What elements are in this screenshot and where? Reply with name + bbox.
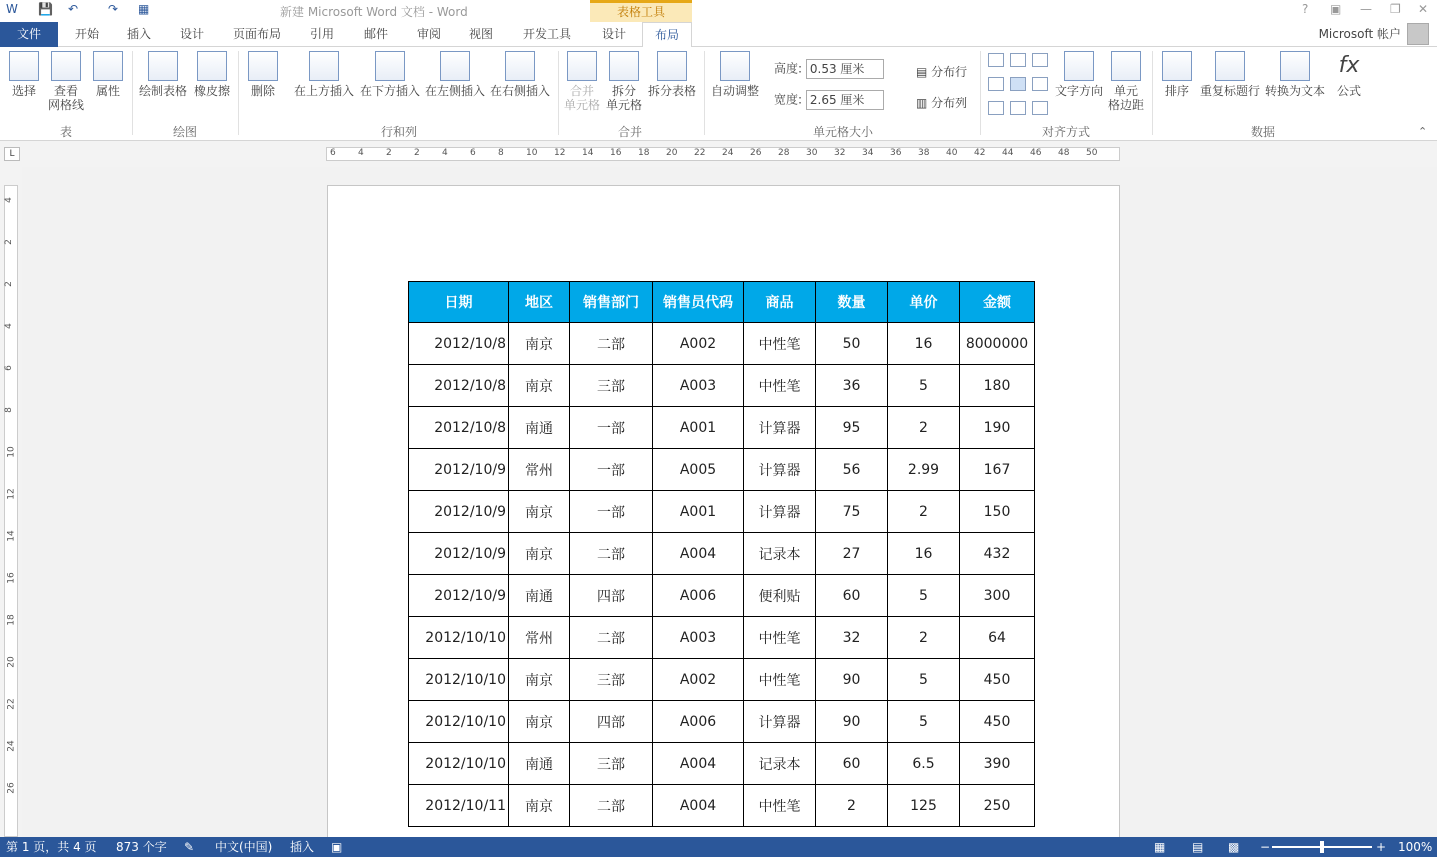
table-cell[interactable]: 四部: [570, 701, 653, 743]
table-body: [409, 323, 1035, 827]
split-table-icon: [657, 51, 687, 81]
table-cell[interactable]: 南京: [509, 491, 570, 533]
table-cell[interactable]: A001: [653, 491, 744, 533]
view-gridlines-button[interactable]: 查看 网格线: [44, 51, 88, 112]
zoom-in-icon[interactable]: +: [1376, 840, 1387, 854]
table-cell[interactable]: 一部: [570, 491, 653, 533]
table-cell[interactable]: 南通: [509, 743, 570, 785]
redo-icon[interactable]: ↷: [108, 2, 119, 16]
proofing-icon[interactable]: ✎: [184, 840, 195, 854]
table-cell[interactable]: 南京: [509, 701, 570, 743]
table-row: [409, 617, 1035, 659]
table-cell[interactable]: 二部: [570, 323, 653, 365]
table-header-cell[interactable]: 金额: [960, 282, 1035, 323]
ruler-number: 36: [890, 148, 902, 158]
height-row: [774, 59, 884, 79]
table-row: [409, 449, 1035, 491]
table-cell[interactable]: 2012/10/10: [409, 617, 509, 659]
table-cell[interactable]: 95: [816, 407, 888, 449]
table-cell[interactable]: 一部: [570, 407, 653, 449]
table-cell[interactable]: 南京: [509, 659, 570, 701]
group-label-data: 数据: [1250, 125, 1275, 139]
document-page[interactable]: [327, 185, 1120, 837]
table-header-cell[interactable]: 销售部门: [570, 282, 653, 323]
group-label-alignment: 对齐方式: [1041, 125, 1090, 139]
tab-developer[interactable]: 开发工具: [522, 27, 571, 41]
separator: [704, 51, 705, 135]
table-cell[interactable]: 便利贴: [744, 575, 816, 617]
table-header-cell[interactable]: 单价: [888, 282, 960, 323]
insert-left-button[interactable]: 在左侧插入: [424, 51, 486, 98]
table-cell[interactable]: 2.99: [888, 449, 960, 491]
ruler-number: 2: [3, 281, 14, 287]
repeat-header-rows-button[interactable]: 重复标题行: [1198, 51, 1262, 98]
separator: [558, 51, 559, 135]
tab-page-layout[interactable]: 页面布局: [232, 27, 281, 41]
width-input[interactable]: 2.65 厘米: [806, 90, 884, 110]
table-cell[interactable]: 56: [816, 449, 888, 491]
insert-above-button[interactable]: 在上方插入: [292, 51, 356, 98]
table-cell[interactable]: 2012/10/10: [409, 701, 509, 743]
table-cell[interactable]: 中性笔: [744, 659, 816, 701]
zoom-out-icon[interactable]: −: [1260, 840, 1271, 854]
status-bar: [0, 837, 1437, 857]
page-count[interactable]: 第 1 页，共 4 页: [6, 840, 97, 854]
width-row: [774, 90, 884, 110]
window-title: 新建 Microsoft Word 文档 - Word: [280, 5, 468, 19]
distribute-columns-button[interactable]: ▥ 分布列: [916, 96, 968, 110]
ruler-number: 34: [862, 148, 874, 158]
autofit-icon: [720, 51, 750, 81]
align-middle-right-icon[interactable]: [1032, 77, 1048, 91]
table-cell[interactable]: A006: [653, 575, 744, 617]
delete-table-icon: [248, 51, 278, 81]
table-row: [409, 407, 1035, 449]
ruler-number: 32: [834, 148, 846, 158]
table-cell[interactable]: 32: [816, 617, 888, 659]
ruler-number: 42: [974, 148, 986, 158]
table-cell[interactable]: 2012/10/10: [409, 743, 509, 785]
merge-cells-icon: [567, 51, 597, 81]
tab-view[interactable]: 视图: [468, 27, 493, 41]
text-direction-button[interactable]: 文字方向: [1054, 51, 1104, 98]
table-cell[interactable]: 36: [816, 365, 888, 407]
table-cell[interactable]: 5: [888, 701, 960, 743]
distribute-columns-icon: ▥: [916, 96, 932, 110]
ruler-number: 24: [6, 740, 17, 752]
gridlines-icon: [51, 51, 81, 81]
table-header-cell[interactable]: 商品: [744, 282, 816, 323]
select-button[interactable]: 选择: [6, 51, 42, 98]
table-cell[interactable]: 60: [816, 575, 888, 617]
title-bar: [0, 0, 1437, 22]
table-cell[interactable]: 二部: [570, 617, 653, 659]
tab-insert[interactable]: 插入: [126, 27, 151, 41]
delete-button[interactable]: 删除: [244, 51, 282, 98]
print-layout-icon[interactable]: ▤: [1192, 840, 1204, 854]
table-cell[interactable]: 64: [960, 617, 1035, 659]
language[interactable]: 中文(中国): [215, 840, 273, 854]
table-cell[interactable]: 中性笔: [744, 785, 816, 827]
tab-design[interactable]: 设计: [179, 27, 204, 41]
ruler-number: 4: [3, 197, 14, 203]
table-cell[interactable]: A002: [653, 323, 744, 365]
collapse-ribbon-icon[interactable]: ⌃: [1418, 125, 1428, 138]
table-header-cell[interactable]: 数量: [816, 282, 888, 323]
ruler-number: 6: [330, 148, 336, 158]
table-header-cell[interactable]: 销售员代码: [653, 282, 744, 323]
properties-icon: [93, 51, 123, 81]
separator: [132, 51, 133, 135]
table-cell[interactable]: 三部: [570, 365, 653, 407]
table-row: [409, 491, 1035, 533]
table-cell[interactable]: 16: [888, 323, 960, 365]
ruler-number: 12: [554, 148, 566, 158]
sales-table[interactable]: [408, 281, 1035, 827]
ruler-number: 10: [526, 148, 538, 158]
table-header-cell[interactable]: 日期: [409, 282, 509, 323]
table-cell[interactable]: 计算器: [744, 407, 816, 449]
insert-below-icon: [375, 51, 405, 81]
table-cell[interactable]: 二部: [570, 785, 653, 827]
table-cell[interactable]: 2: [888, 491, 960, 533]
table-header-cell[interactable]: 地区: [509, 282, 570, 323]
word-logo-icon: W: [6, 2, 18, 16]
table-cell[interactable]: 南京: [509, 323, 570, 365]
width-label: 宽度:: [774, 92, 803, 107]
table-cell[interactable]: 计算器: [744, 449, 816, 491]
table-cell[interactable]: 2: [888, 617, 960, 659]
group-label-rows-columns: 行和列: [380, 125, 417, 139]
table-cell[interactable]: 180: [960, 365, 1035, 407]
insert-below-button[interactable]: 在下方插入: [358, 51, 422, 98]
ruler-number: 6: [3, 365, 14, 371]
align-bottom-right-icon[interactable]: [1032, 101, 1048, 115]
table-cell[interactable]: 167: [960, 449, 1035, 491]
table-cell[interactable]: 2012/10/9: [409, 491, 509, 533]
close-icon[interactable]: ✕: [1418, 2, 1429, 16]
table-cell[interactable]: 8000000: [960, 323, 1035, 365]
group-label-draw: 绘图: [172, 125, 197, 139]
table-cell[interactable]: 2012/10/11: [409, 785, 509, 827]
table-cell[interactable]: 南京: [509, 785, 570, 827]
help-icon[interactable]: ?: [1302, 2, 1309, 16]
convert-to-text-icon: [1280, 51, 1310, 81]
table-row: [409, 701, 1035, 743]
ribbon-display-icon[interactable]: ▣: [1330, 2, 1342, 16]
ruler-number: 4: [442, 148, 448, 158]
ruler-number: 2: [414, 148, 420, 158]
table-row: [409, 365, 1035, 407]
align-bottom-left-icon[interactable]: [988, 101, 1004, 115]
table-cell[interactable]: 南京: [509, 365, 570, 407]
table-row: [409, 743, 1035, 785]
ruler-number: 30: [806, 148, 818, 158]
table-cell[interactable]: A005: [653, 449, 744, 491]
table-cell[interactable]: 125: [888, 785, 960, 827]
ruler-number: 18: [638, 148, 650, 158]
ruler-number: 10: [6, 446, 17, 458]
cell-margins-button[interactable]: 单元 格边距: [1104, 51, 1148, 112]
table-cell[interactable]: A006: [653, 701, 744, 743]
table-cell[interactable]: 中性笔: [744, 365, 816, 407]
minimize-icon[interactable]: —: [1360, 2, 1372, 16]
table-cell[interactable]: 432: [960, 533, 1035, 575]
ruler-number: 28: [778, 148, 790, 158]
repeat-header-icon: [1215, 51, 1245, 81]
table-cell[interactable]: 2012/10/10: [409, 659, 509, 701]
table-cell[interactable]: 三部: [570, 743, 653, 785]
restore-icon[interactable]: ❐: [1390, 2, 1401, 16]
save-icon[interactable]: 💾: [38, 2, 53, 16]
ruler-number: 26: [6, 782, 17, 794]
ruler-number: 22: [694, 148, 706, 158]
eraser-icon: [197, 51, 227, 81]
zoom-slider-thumb[interactable]: [1320, 841, 1324, 853]
ruler-number: 16: [6, 572, 17, 584]
tab-references[interactable]: 引用: [309, 27, 334, 41]
word-count[interactable]: 873 个字: [116, 840, 167, 854]
ruler-number: 2: [386, 148, 392, 158]
table-cell[interactable]: 计算器: [744, 491, 816, 533]
read-mode-icon[interactable]: ▦: [1154, 840, 1166, 854]
ruler-number: 16: [610, 148, 622, 158]
draw-table-button[interactable]: 绘制表格: [138, 51, 188, 98]
ruler-number: 2: [3, 239, 14, 245]
document-canvas: [22, 167, 1437, 837]
cell-margins-icon: [1111, 51, 1141, 81]
table-cell[interactable]: 2: [816, 785, 888, 827]
table-cell[interactable]: 90: [816, 659, 888, 701]
ruler-number: 14: [582, 148, 594, 158]
split-table-button[interactable]: 拆分表格: [646, 51, 698, 98]
ruler-number: 8: [498, 148, 504, 158]
table-cell[interactable]: 三部: [570, 659, 653, 701]
table-cell[interactable]: 2012/10/9: [409, 575, 509, 617]
table-cell[interactable]: 2: [888, 407, 960, 449]
table-cell[interactable]: A004: [653, 533, 744, 575]
insert-right-button[interactable]: 在右侧插入: [488, 51, 552, 98]
properties-button[interactable]: 属性: [90, 51, 126, 98]
table-cell[interactable]: 2012/10/9: [409, 449, 509, 491]
ruler-number: 46: [1030, 148, 1042, 158]
table-cell[interactable]: 5: [888, 659, 960, 701]
formula-button[interactable]: fx 公式: [1332, 51, 1366, 98]
autofit-button[interactable]: 自动调整: [708, 51, 762, 98]
sort-icon: [1162, 51, 1192, 81]
table-cell[interactable]: A004: [653, 743, 744, 785]
table-cell[interactable]: 2012/10/8: [409, 365, 509, 407]
height-label: 高度:: [774, 61, 803, 76]
table-cell[interactable]: 90: [816, 701, 888, 743]
horizontal-ruler: [0, 141, 1437, 167]
ruler-number: 22: [6, 698, 17, 710]
table-cell[interactable]: 2012/10/8: [409, 323, 509, 365]
insert-left-icon: [440, 51, 470, 81]
table-cell[interactable]: 一部: [570, 449, 653, 491]
table-row: [409, 323, 1035, 365]
table-cell[interactable]: 60: [816, 743, 888, 785]
macro-icon[interactable]: ▣: [331, 840, 343, 854]
distribute-rows-icon: ▤: [916, 65, 932, 79]
ribbon: [0, 47, 1437, 141]
ruler-number: 44: [1002, 148, 1014, 158]
ruler-number: 20: [6, 656, 17, 668]
height-input[interactable]: 0.53 厘米: [806, 59, 884, 79]
table-cell[interactable]: 250: [960, 785, 1035, 827]
ruler-number: 26: [750, 148, 762, 158]
table-cell[interactable]: A001: [653, 407, 744, 449]
qat-customize-icon[interactable]: ▦: [138, 2, 150, 16]
table-cell[interactable]: 6.5: [888, 743, 960, 785]
tab-mailings[interactable]: 邮件: [363, 27, 388, 41]
ruler-number: 20: [666, 148, 678, 158]
ruler-number: 48: [1058, 148, 1070, 158]
table-cell[interactable]: A003: [653, 365, 744, 407]
table-row: [409, 575, 1035, 617]
ribbon-tab-bar: [0, 22, 1437, 47]
tab-table-layout[interactable]: 布局: [642, 22, 692, 48]
tab-table-design[interactable]: 设计: [601, 27, 626, 41]
align-middle-center-icon[interactable]: [1010, 77, 1026, 91]
table-cell[interactable]: 2012/10/9: [409, 533, 509, 575]
convert-to-text-button[interactable]: 转换为文本: [1264, 51, 1326, 98]
alignment-grid: [988, 53, 1052, 117]
table-row: [409, 785, 1035, 827]
table-cell[interactable]: 记录本: [744, 743, 816, 785]
ruler-number: 4: [3, 323, 14, 329]
table-cell[interactable]: 16: [888, 533, 960, 575]
account-menu[interactable]: Microsoft 帐户: [1318, 27, 1401, 41]
ruler-number: 12: [6, 488, 17, 500]
merge-cells-button[interactable]: 合并 单元格: [562, 51, 602, 112]
table-header-row: [409, 282, 1035, 323]
ruler-number: 40: [946, 148, 958, 158]
table-cell[interactable]: 南通: [509, 407, 570, 449]
ruler-number: 4: [358, 148, 364, 158]
group-label-cell-size: 单元格大小: [812, 125, 873, 139]
align-top-left-icon[interactable]: [988, 53, 1004, 67]
ruler-number: 38: [918, 148, 930, 158]
table-tools-contextual-label: 表格工具: [590, 0, 692, 22]
table-cell[interactable]: 75: [816, 491, 888, 533]
ruler-number: 50: [1086, 148, 1098, 158]
table-cell[interactable]: 南京: [509, 533, 570, 575]
text-direction-icon: [1064, 51, 1094, 81]
eraser-button[interactable]: 橡皮擦: [192, 51, 232, 98]
align-bottom-center-icon[interactable]: [1010, 101, 1026, 115]
avatar[interactable]: [1407, 23, 1429, 45]
sort-button[interactable]: 排序: [1160, 51, 1194, 98]
ruler-number: 14: [6, 530, 17, 542]
table-cell[interactable]: 中性笔: [744, 323, 816, 365]
web-layout-icon[interactable]: ▩: [1228, 840, 1240, 854]
table-cell[interactable]: 记录本: [744, 533, 816, 575]
table-cell[interactable]: 南通: [509, 575, 570, 617]
insert-right-icon: [505, 51, 535, 81]
table-cell[interactable]: 5: [888, 365, 960, 407]
group-label-merge: 合并: [617, 125, 642, 139]
fx-icon: fx: [1338, 53, 1360, 78]
table-cell[interactable]: 中性笔: [744, 617, 816, 659]
zoom-level[interactable]: 100%: [1398, 840, 1433, 854]
separator: [238, 51, 239, 135]
separator: [980, 51, 981, 135]
table-cell[interactable]: 2012/10/8: [409, 407, 509, 449]
table-cell[interactable]: 常州: [509, 617, 570, 659]
split-cells-button[interactable]: 拆分 单元格: [604, 51, 644, 112]
table-row: [409, 659, 1035, 701]
ruler-number: 8: [3, 407, 14, 413]
undo-icon[interactable]: ↶: [68, 2, 79, 16]
table-cell[interactable]: 150: [960, 491, 1035, 533]
tab-file[interactable]: 文件: [0, 22, 58, 47]
separator: [1152, 51, 1153, 135]
cursor-icon: [9, 51, 39, 81]
table-cell[interactable]: 二部: [570, 533, 653, 575]
split-cells-icon: [609, 51, 639, 81]
insert-mode[interactable]: 插入: [290, 840, 315, 854]
table-cell[interactable]: 50: [816, 323, 888, 365]
ruler-number: 18: [6, 614, 17, 626]
insert-above-icon: [309, 51, 339, 81]
align-middle-left-icon[interactable]: [988, 77, 1004, 91]
table-row: [409, 533, 1035, 575]
align-top-center-icon[interactable]: [1010, 53, 1026, 67]
align-top-right-icon[interactable]: [1032, 53, 1048, 67]
ruler-number: 24: [722, 148, 734, 158]
table-cell[interactable]: 计算器: [744, 701, 816, 743]
ruler-number: 6: [470, 148, 476, 158]
table-cell[interactable]: 450: [960, 659, 1035, 701]
table-cell[interactable]: 450: [960, 701, 1035, 743]
tab-selector[interactable]: L: [4, 147, 20, 161]
tab-review[interactable]: 审阅: [416, 27, 441, 41]
table-cell[interactable]: A002: [653, 659, 744, 701]
table-cell[interactable]: 5: [888, 575, 960, 617]
table-cell[interactable]: 常州: [509, 449, 570, 491]
distribute-rows-button[interactable]: ▤ 分布行: [916, 65, 968, 79]
table-cell[interactable]: 190: [960, 407, 1035, 449]
pencil-icon: [148, 51, 178, 81]
vertical-ruler: [0, 167, 22, 837]
table-cell[interactable]: A004: [653, 785, 744, 827]
table-cell[interactable]: A003: [653, 617, 744, 659]
table-cell[interactable]: 300: [960, 575, 1035, 617]
table-cell[interactable]: 四部: [570, 575, 653, 617]
table-cell[interactable]: 390: [960, 743, 1035, 785]
table-cell[interactable]: 27: [816, 533, 888, 575]
group-label-table: 表: [59, 125, 72, 139]
tab-home[interactable]: 开始: [74, 27, 99, 41]
